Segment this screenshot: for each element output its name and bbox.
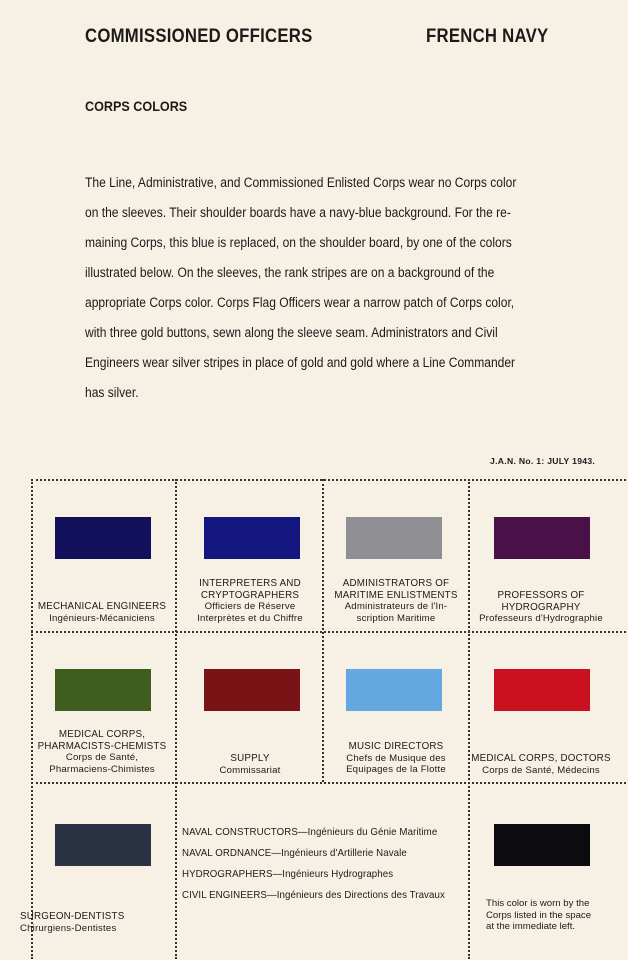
note-line: at the immediate left. — [486, 921, 576, 932]
intro-line: Engineers wear silver stripes in place of gold and gold where a Line Commander — [85, 355, 516, 370]
list-item-en: NAVAL ORDNANCE — [182, 848, 272, 859]
corps-name-en: PROFESSORS OF — [497, 590, 585, 601]
intro-line: maining Corps, this blue is replaced, on the shoulder board, by one of the colors — [85, 235, 512, 250]
color-swatch-professors-hydrography — [494, 517, 590, 559]
corps-name-fr: Administrateurs de l'In- — [344, 601, 448, 613]
corps-name-en: CRYPTOGRAPHERS — [200, 589, 300, 601]
corps-name-en: MUSIC DIRECTORS — [348, 741, 444, 752]
corps-name-en: HYDROGRAPHY — [501, 601, 581, 613]
corps-label-medical-doctors — [467, 753, 615, 776]
note-line: Corps listed in the space — [486, 909, 592, 921]
corps-name-en: SURGEON-DENTISTS — [20, 911, 125, 922]
list-item-sep: — — [272, 869, 283, 880]
shared-color-note — [486, 898, 616, 933]
header-right-title: FRENCH NAVY — [426, 26, 549, 47]
list-item-sep: — — [266, 890, 277, 901]
corps-name-en: INTERPRETERS AND — [199, 578, 301, 589]
grid-rule — [31, 631, 626, 633]
grid-rule — [175, 479, 177, 959]
list-item-fr: Ingénieurs Hydrographes — [282, 869, 394, 880]
list-item-fr: Ingénieurs des Directions des Travaux — [276, 890, 445, 901]
note-line: This color is worn by the — [486, 898, 590, 909]
list-item-en: HYDROGRAPHERS — [182, 869, 273, 880]
list-item-fr: Ingénieurs du Génie Maritime — [307, 827, 438, 838]
corps-name-en: MARITIME ENLISTMENTS — [334, 589, 458, 601]
corps-name-en: PHARMACISTS-CHEMISTS — [37, 740, 167, 752]
color-swatch-shared-corps — [494, 824, 590, 866]
corps-label-mechanical-engineers — [28, 601, 176, 624]
grid-rule — [31, 479, 33, 959]
section-title: CORPS COLORS — [85, 98, 188, 114]
intro-line: appropriate Corps color. Corps Flag Officers wear a narrow patch of Corps color, — [85, 295, 515, 310]
corps-label-surgeon-dentists — [20, 911, 168, 934]
list-item-sep: — — [271, 848, 282, 859]
list-item — [182, 864, 458, 885]
intro-line: on the sleeves. Their shoulder boards have a navy-blue background. For the re- — [85, 205, 511, 220]
intro-line: illustrated below. On the sleeves, the rank stripes are on a background of the — [85, 265, 495, 280]
corps-label-music-directors — [322, 741, 470, 776]
corps-label-professors-hydrography — [467, 590, 615, 625]
corps-name-fr: Corps de Santé, Médecins — [482, 764, 600, 776]
corps-label-maritime-administrators — [322, 578, 470, 624]
corps-name-fr: Pharmaciens-Chimistes — [49, 763, 155, 775]
corps-label-pharmacists — [28, 729, 176, 775]
list-item — [182, 843, 458, 864]
corps-label-interpreters — [176, 578, 324, 624]
corps-name-fr: Chirurgiens-Dentistes — [20, 922, 117, 934]
intro-paragraph — [85, 168, 553, 408]
grid-rule — [322, 479, 324, 782]
intro-line: The Line, Administrative, and Commissioned Enlisted Corps wear no Corps color — [85, 175, 517, 190]
list-item-en: CIVIL ENGINEERS — [182, 890, 267, 901]
corps-name-fr: Corps de Santé, — [65, 752, 139, 764]
corps-name-en: MECHANICAL ENGINEERS — [37, 601, 167, 612]
color-swatch-music-directors — [346, 669, 442, 711]
intro-line: has silver. — [85, 385, 139, 400]
color-swatch-maritime-administrators — [346, 517, 442, 559]
color-swatch-pharmacists — [55, 669, 151, 711]
corps-name-en: SUPPLY — [230, 753, 270, 764]
corps-name-en: MEDICAL CORPS, DOCTORS — [471, 753, 611, 764]
list-item — [182, 885, 458, 906]
list-item-en: NAVAL CONSTRUCTORS — [182, 827, 298, 838]
color-swatch-mechanical-engineers — [55, 517, 151, 559]
corps-name-fr: Professeurs d'Hydrographie — [479, 613, 603, 625]
reference-note: J.A.N. No. 1: JULY 1943. — [490, 456, 596, 466]
corps-name-en: MEDICAL CORPS, — [58, 729, 146, 740]
header-left-title: COMMISSIONED OFFICERS — [85, 26, 313, 47]
color-swatch-interpreters — [204, 517, 300, 559]
color-swatch-surgeon-dentists — [55, 824, 151, 866]
corps-name-fr: Commissariat — [219, 764, 281, 776]
grid-rule — [31, 782, 626, 784]
list-item-sep: — — [297, 827, 308, 838]
corps-name-fr: Chefs de Musique des — [346, 752, 446, 764]
color-swatch-medical-doctors — [494, 669, 590, 711]
corps-name-fr: Ingénieurs-Mécaniciens — [49, 612, 155, 624]
corps-name-fr: Equipages de la Flotte — [346, 764, 446, 776]
corps-label-supply — [176, 753, 324, 776]
intro-line: with three gold buttons, sewn along the sleeve seam. Administrators and Civil — [85, 325, 498, 340]
corps-name-fr: Officiers de Réserve — [204, 601, 296, 613]
list-item — [182, 822, 458, 843]
corps-name-fr: Interprètes et du Chiffre — [197, 612, 303, 624]
grid-rule — [31, 479, 626, 481]
list-item-fr: Ingénieurs d'Artillerie Navale — [281, 848, 407, 859]
shared-color-corps-list — [182, 822, 458, 906]
grid-rule — [468, 479, 470, 959]
corps-name-fr: scription Maritime — [356, 612, 436, 624]
corps-name-en: ADMINISTRATORS OF — [342, 578, 450, 589]
color-swatch-supply — [204, 669, 300, 711]
